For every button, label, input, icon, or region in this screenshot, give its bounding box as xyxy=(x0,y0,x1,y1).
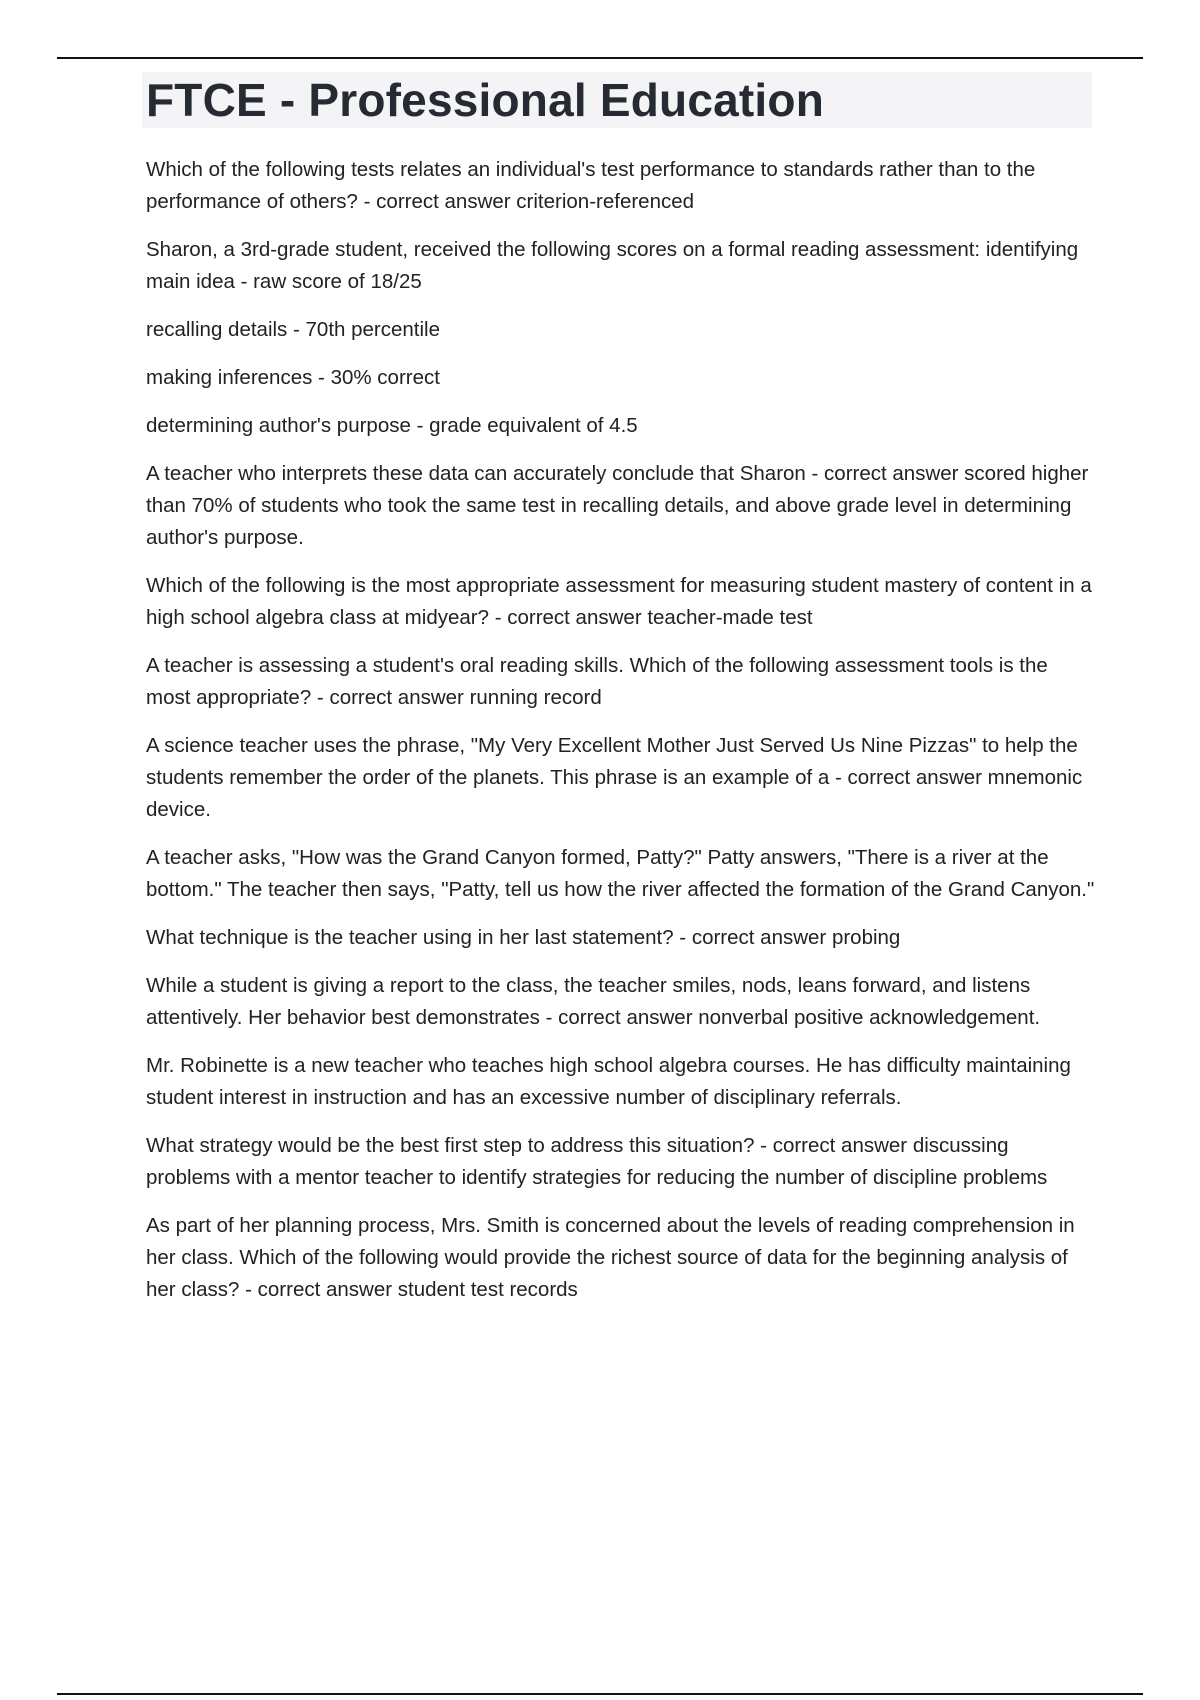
paragraph: A science teacher uses the phrase, "My Very Excellent Mother Just Served Us Nine Pizzas" to help the students remember the order of the planets. This phrase is an example of a - correct answer mnemonic device. xyxy=(146,734,1083,821)
paragraph: A teacher is assessing a student's oral reading skills. Which of the following assessment tools is the most appropriate? - correct answer running record xyxy=(146,654,1048,709)
page-content xyxy=(146,72,1096,1322)
paragraph: Which of the following tests relates an individual's test performance to standards rather than to the performance of others? - correct answer criterion-referenced xyxy=(146,158,1036,213)
paragraph: Which of the following is the most appropriate assessment for measuring student mastery of content in a high school algebra class at midyear? - correct answer teacher-made test xyxy=(146,574,1092,629)
paragraph: determining author's purpose - grade equivalent of 4.5 xyxy=(146,414,638,437)
paragraph: Mr. Robinette is a new teacher who teaches high school algebra courses. He has difficulty maintaining student interest in instruction and has an excessive number of disciplinary referrals. xyxy=(146,1054,1071,1109)
header-rule xyxy=(57,57,1143,59)
paragraph: A teacher who interprets these data can accurately conclude that Sharon - correct answer scored higher than 70% of students who took the same test in recalling details, and above grade level in determining author's purpose. xyxy=(146,462,1089,549)
paragraph: What technique is the teacher using in her last statement? - correct answer probing xyxy=(146,926,901,949)
paragraph: As part of her planning process, Mrs. Smith is concerned about the levels of reading comprehension in her class. Which of the following would provide the richest source of data for the beginning analysis of her class? - correct answer student test records xyxy=(146,1214,1075,1301)
paragraph-list xyxy=(146,154,1096,1306)
paragraph: making inferences - 30% correct xyxy=(146,366,440,389)
paragraph: While a student is giving a report to the class, the teacher smiles, nods, leans forward, and listens attentively. Her behavior best demonstrates - correct answer nonverbal positive acknowledgement. xyxy=(146,974,1041,1029)
paragraph: A teacher asks, "How was the Grand Canyon formed, Patty?" Patty answers, "There is a river at the bottom." The teacher then says, "Patty, tell us how the river affected the formation of the Grand Canyon." xyxy=(146,846,1095,901)
footer-rule xyxy=(57,1693,1143,1695)
title-band xyxy=(142,72,1092,128)
page-title: FTCE - Professional Education xyxy=(146,74,824,126)
paragraph: recalling details - 70th percentile xyxy=(146,318,440,341)
paragraph: Sharon, a 3rd-grade student, received the following scores on a formal reading assessment: identifying main idea - raw score of 18/25 xyxy=(146,238,1079,293)
paragraph: What strategy would be the best first step to address this situation? - correct answer discussing problems with a mentor teacher to identify strategies for reducing the number of discipline problems xyxy=(146,1134,1048,1189)
